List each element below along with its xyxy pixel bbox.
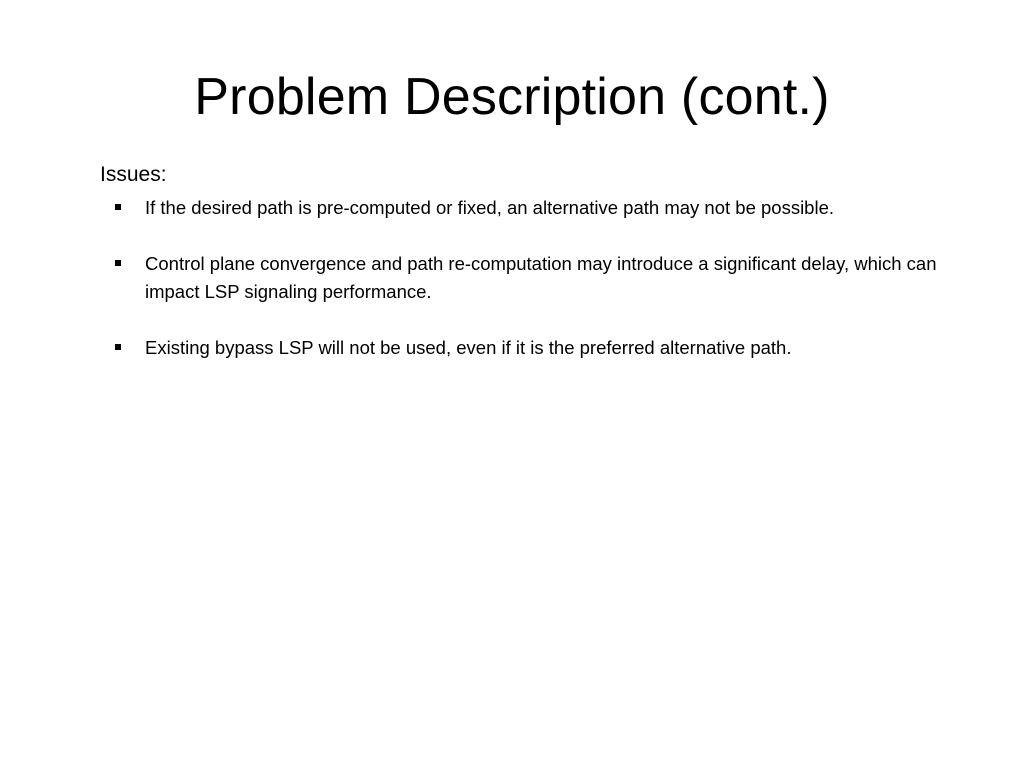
square-bullet-icon xyxy=(115,344,121,350)
slide-body xyxy=(100,160,960,390)
square-bullet-icon xyxy=(115,204,121,210)
slide-title: Problem Description (cont.) xyxy=(194,68,830,126)
list-item xyxy=(100,194,960,222)
bullet-text: If the desired path is pre-computed or fixed, an alternative path may not be possible. xyxy=(145,197,835,218)
list-item xyxy=(100,250,960,306)
list-item xyxy=(100,334,960,362)
square-bullet-icon xyxy=(115,260,121,266)
bullet-text: Existing bypass LSP will not be used, even if it is the preferred alternative path. xyxy=(145,337,792,358)
bullet-text: Control plane convergence and path re-computation may introduce a significant delay, which can impact LSP signaling performance. xyxy=(145,253,937,302)
issues-list xyxy=(100,194,960,362)
issues-heading: Issues: xyxy=(100,163,167,186)
